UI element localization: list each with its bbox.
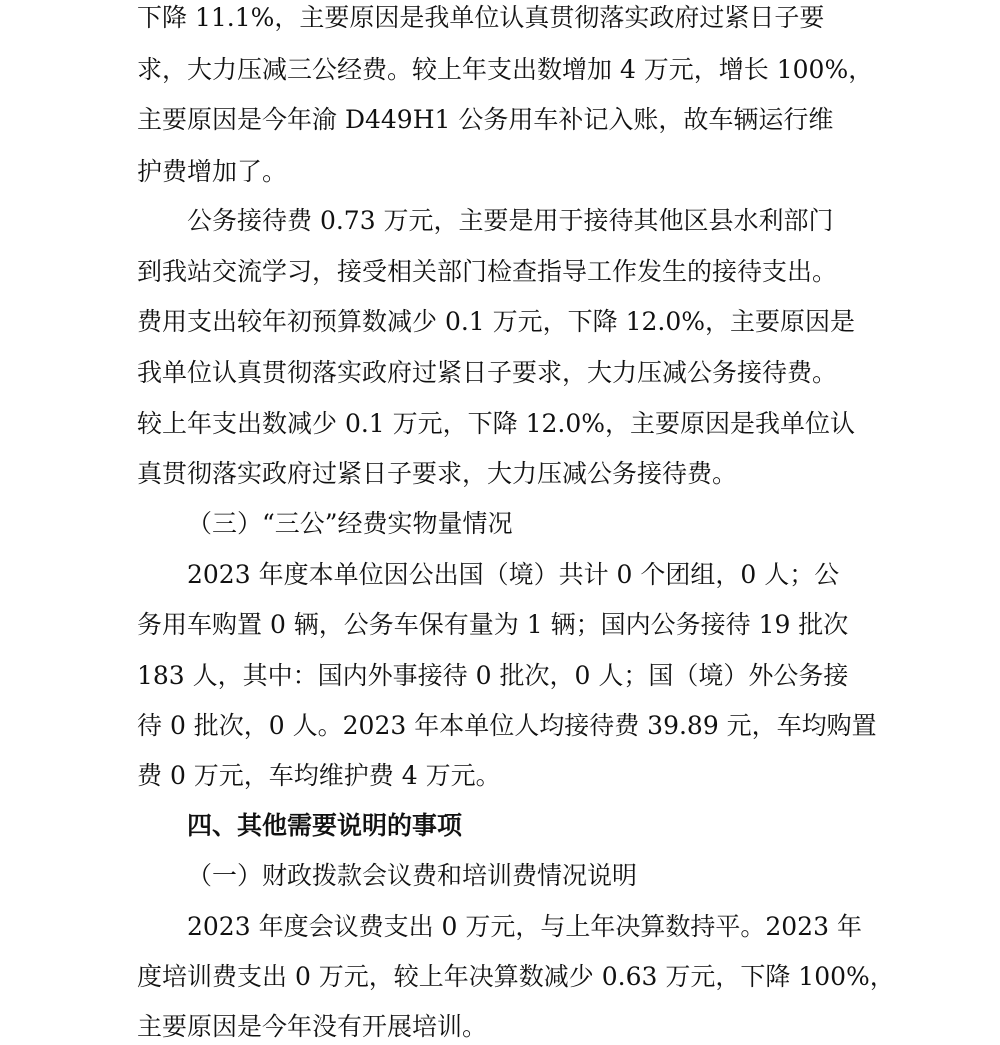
paragraph-line: 真贯彻落实政府过紧日子要求，大力压减公务接待费。 xyxy=(137,459,738,488)
paragraph-line: 下降 11.1%，主要原因是我单位认真贯彻落实政府过紧日子要 xyxy=(137,3,825,32)
paragraph-line: 我单位认真贯彻落实政府过紧日子要求，大力压减公务接待费。 xyxy=(137,358,838,387)
paragraph-line: 务用车购置 0 辆，公务车保有量为 1 辆；国内公务接待 19 批次 xyxy=(137,610,849,639)
subheading-meeting-training: （一）财政拨款会议费和培训费情况说明 xyxy=(187,861,638,890)
paragraph-line: 到我站交流学习，接受相关部门检查指导工作发生的接待支出。 xyxy=(137,257,838,286)
paragraph-line: 主要原因是今年渝 D449H1 公务用车补记入账，故车辆运行维 xyxy=(137,105,834,134)
paragraph-line: 费用支出较年初预算数减少 0.1 万元，下降 12.0%，主要原因是 xyxy=(137,307,856,336)
paragraph-line: 公务接待费 0.73 万元，主要是用于接待其他区县水利部门 xyxy=(187,206,834,235)
paragraph-line: 2023 年度会议费支出 0 万元，与上年决算数持平。2023 年 xyxy=(187,912,862,941)
paragraph-line: 度培训费支出 0 万元，较上年决算数减少 0.63 万元，下降 100%， xyxy=(137,962,895,991)
paragraph-line: 费 0 万元，车均维护费 4 万元。 xyxy=(137,761,501,790)
section-heading-other-matters: 四、其他需要说明的事项 xyxy=(187,811,463,840)
subheading-three-public-physical: （三）“三公”经费实物量情况 xyxy=(187,509,513,538)
paragraph-line: 待 0 批次，0 人。2023 年本单位人均接待费 39.89 元，车均购置 xyxy=(137,711,877,740)
paragraph-line: 主要原因是今年没有开展培训。 xyxy=(137,1012,488,1041)
paragraph-line: 求，大力压减三公经费。较上年支出数增加 4 万元，增长 100%， xyxy=(137,55,874,84)
paragraph-line: 较上年支出数减少 0.1 万元，下降 12.0%，主要原因是我单位认 xyxy=(137,409,856,438)
paragraph-line: 2023 年度本单位因公出国（境）共计 0 个团组，0 人；公 xyxy=(187,560,840,589)
paragraph-line: 护费增加了。 xyxy=(137,157,288,186)
paragraph-line: 183 人，其中：国内外事接待 0 批次，0 人；国（境）外公务接 xyxy=(137,661,849,690)
